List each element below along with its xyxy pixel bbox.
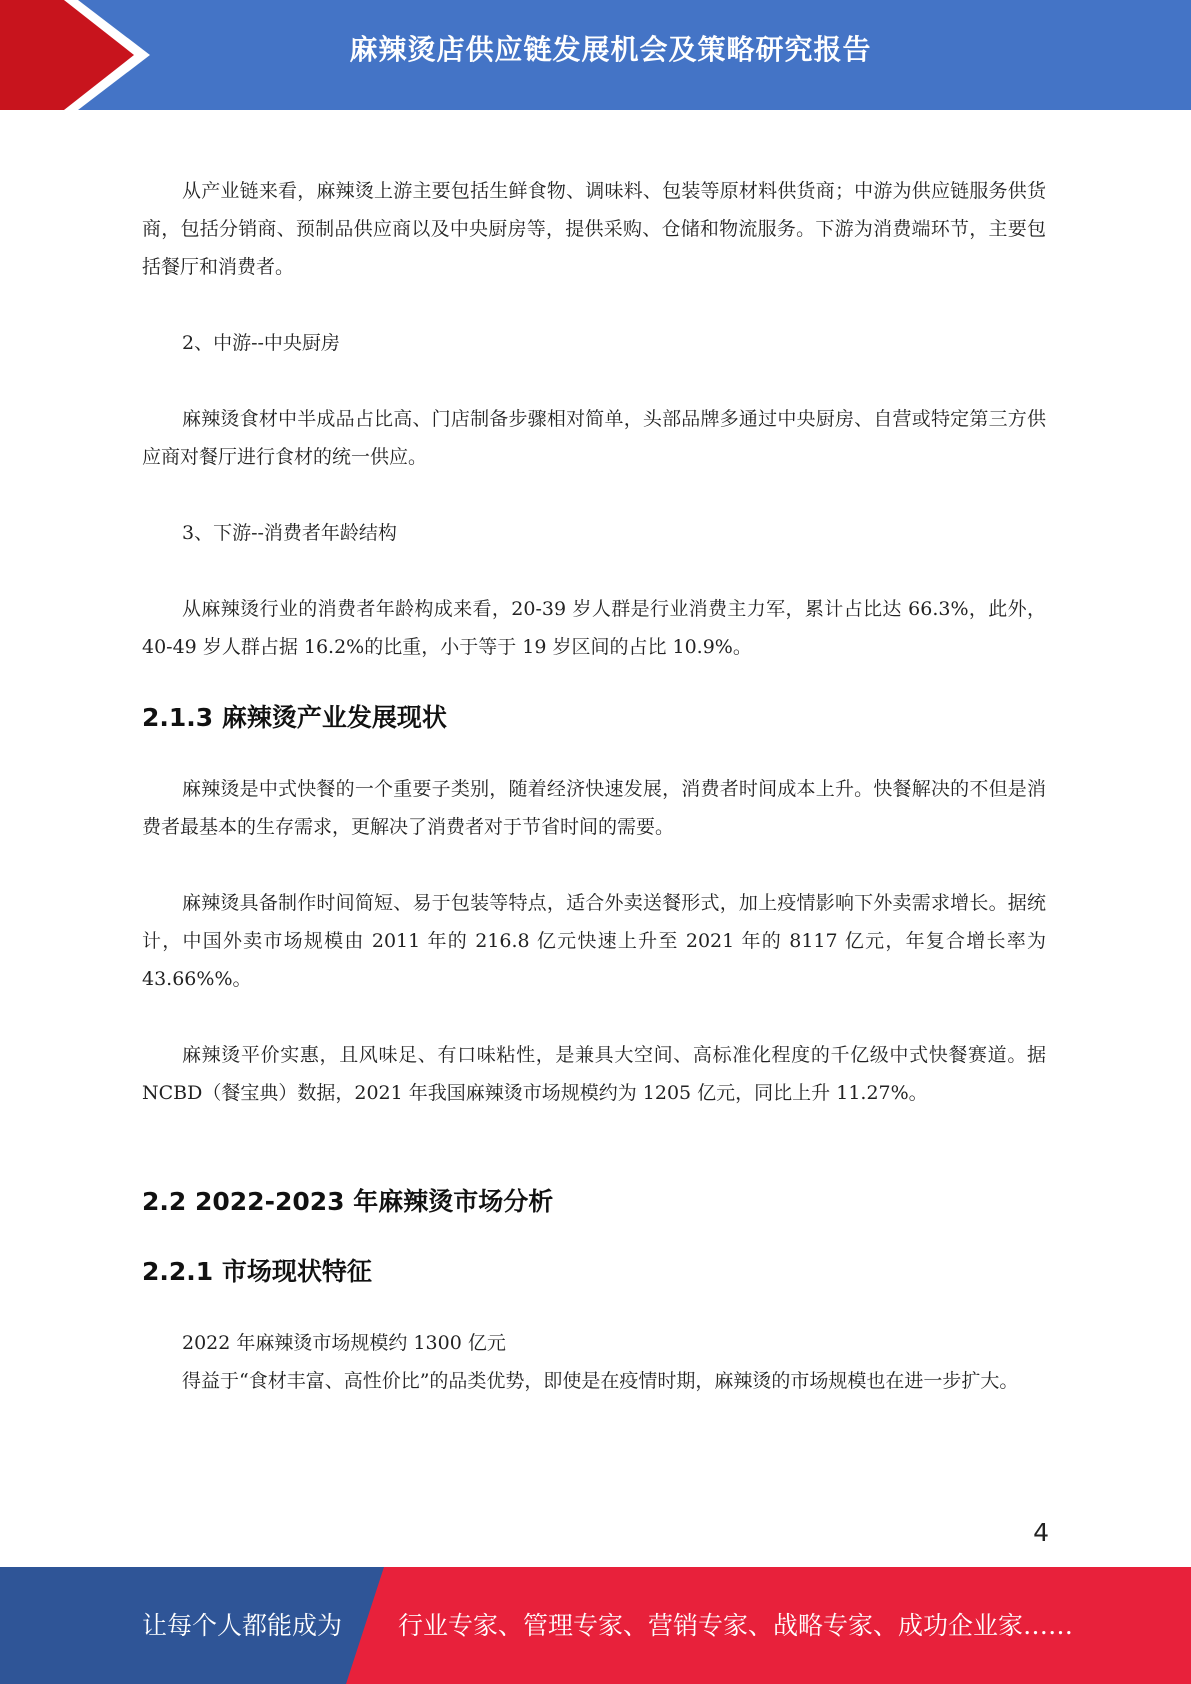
paragraph-takeaway: 麻辣烫具备制作时间简短、易于包装等特点，适合外卖送餐形式，加上疫情影响下外卖需求增长。据统计，中国外卖市场规模由 2011 年的 216.8 亿元快速上升至 2021 年的 8117 亿元，年复合增长率为 43.66%%。 — [142, 892, 1046, 990]
footer-slogan-right: 行业专家、管理专家、营销专家、战略专家、成功企业家…… — [398, 1611, 1074, 1640]
paragraph-fast-food: 麻辣烫是中式快餐的一个重要子类别，随着经济快速发展，消费者时间成本上升。快餐解决的不但是消费者最基本的生存需求，更解决了消费者对于节省时间的需要。 — [142, 778, 1046, 838]
footer-slogan-left: 让每个人都能成为 — [142, 1611, 343, 1640]
paragraph-consumer-age: 从麻辣烫行业的消费者年龄构成来看，20-39 岁人群是行业消费主力军，累计占比达 66.3%，此外，40-49 岁人群占据 16.2%的比重，小于等于 19 岁区间的占比 10.9%。 — [142, 598, 1046, 658]
report-title: 麻辣烫店供应链发展机会及策略研究报告 — [349, 33, 872, 66]
document-body — [142, 172, 1046, 1400]
subheading-downstream: 3、下游--消费者年龄结构 — [182, 522, 397, 544]
page-footer — [0, 1567, 1191, 1684]
paragraph-industry-chain: 从产业链来看，麻辣烫上游主要包括生鲜食物、调味料、包装等原材料供货商；中游为供应链服务供货商，包括分销商、预制品供应商以及中央厨房等，提供采购、仓储和物流服务。下游为消费端环节，主要包括餐厅和消费者。 — [142, 180, 1046, 278]
paragraph-category-advantage: 得益于“食材丰富、高性价比”的品类优势，即使是在疫情时期，麻辣烫的市场规模也在进一步扩大。 — [182, 1370, 1019, 1392]
section-heading-2-1-3: 2.1.3 麻辣烫产业发展现状 — [142, 703, 447, 732]
section-heading-2-2-1: 2.2.1 市场现状特征 — [142, 1257, 372, 1286]
paragraph-central-kitchen: 麻辣烫食材中半成品占比高、门店制备步骤相对简单，头部品牌多通过中央厨房、自营或特定第三方供应商对餐厅进行食材的统一供应。 — [142, 408, 1046, 468]
section-heading-2-2: 2.2 2022-2023 年麻辣烫市场分析 — [142, 1187, 554, 1216]
subheading-midstream: 2、中游--中央厨房 — [182, 332, 340, 354]
page-number: 4 — [1033, 1518, 1049, 1547]
subheading-market-size-2022: 2022 年麻辣烫市场规模约 1300 亿元 — [182, 1332, 506, 1354]
page-header — [0, 0, 1191, 110]
paragraph-market-size-2021: 麻辣烫平价实惠，且风味足、有口味粘性，是兼具大空间、高标准化程度的千亿级中式快餐赛道。据 NCBD（餐宝典）数据，2021 年我国麻辣烫市场规模约为 1205 亿元，同比上升 11.27%。 — [142, 1044, 1046, 1104]
